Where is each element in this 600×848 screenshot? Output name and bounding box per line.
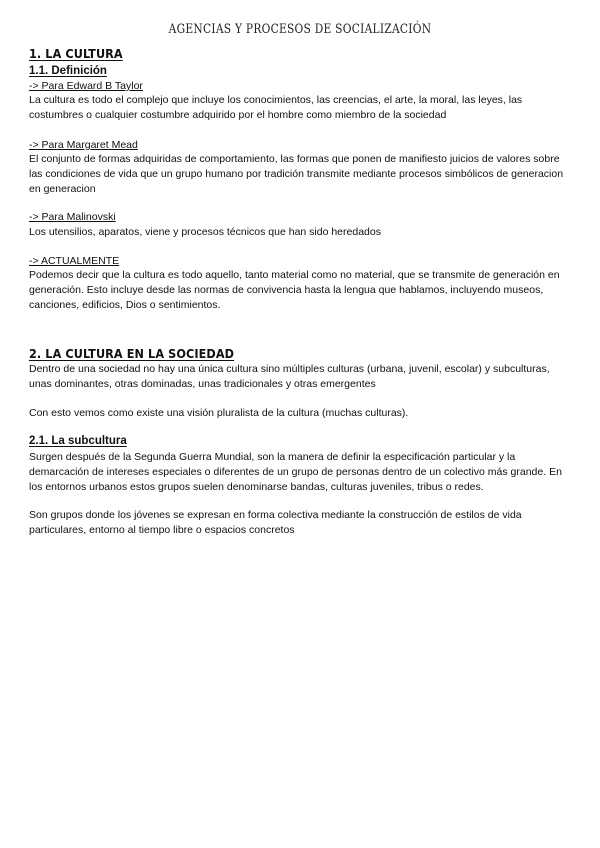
paragraph-subcultura-2: Son grupos donde los jóvenes se expresan en forma colectiva mediante la construcción de estilos de vida particulares, entorno al tiempo libre o espacios concretos [29, 509, 522, 536]
subheading-definicion: 1.1. Definición [29, 65, 107, 77]
paragraph-taylor: La cultura es todo el complejo que incluye los conocimientos, las creencias, el arte, la moral, las leyes, las costumbres o cualquier costumbre adquirido por el hombre como miembro de la sociedad [29, 94, 523, 121]
document-title: AGENCIAS Y PROCESOS DE SOCIALIZACIÓN [168, 22, 432, 37]
section-heading-la-cultura: 1. LA CULTURA [29, 46, 123, 61]
section-heading-cultura-sociedad: 2. LA CULTURA EN LA SOCIEDAD [29, 346, 235, 361]
source-label-malinovski: -> Para Malinovski [29, 211, 116, 223]
source-label-actualmente: -> ACTUALMENTE [29, 255, 120, 267]
paragraph-actualmente: Podemos decir que la cultura es todo aquello, tanto material como no material, que se transmite de generación en generación. Esto incluye desde las normas de convivencia hasta la lengua que hablamos, incluyendo museos, canciones, edificios, Dios o sentimientos. [29, 269, 560, 311]
subheading-subcultura: 2.1. La subcultura [29, 435, 127, 447]
paragraph-subcultura-1: Surgen después de la Segunda Guerra Mundial, son la manera de definir la especificación particular y la demarcación de intereses especiales o diferentes de un grupo de personas dentro de un colectivo más grande. En los entornos urbanos estos grupos suelen denominarse bandas, culturas juveniles, tribus o redes. [29, 451, 562, 493]
paragraph-malinovski: Los utensilios, aparatos, viene y procesos técnicos que han sido heredados [29, 226, 381, 238]
paragraph-sociedad-2: Con esto vemos como existe una visión pluralista de la cultura (muchas culturas). [29, 407, 409, 419]
source-label-mead: -> Para Margaret Mead [29, 139, 138, 151]
paragraph-mead: El conjunto de formas adquiridas de comportamiento, las formas que ponen de manifiesto juicios de valores sobre las condiciones de vida que un grupo humano por tradición transmite mediante procesos simbólicos de generacion en generacion [29, 153, 564, 195]
paragraph-sociedad-1: Dentro de una sociedad no hay una única cultura sino múltiples culturas (urbana, juvenil, escolar) y subculturas, unas dominantes, otras dominadas, unas tradicionales y otras emergentes [29, 363, 550, 390]
source-label-taylor: -> Para Edward B Taylor [29, 80, 143, 92]
